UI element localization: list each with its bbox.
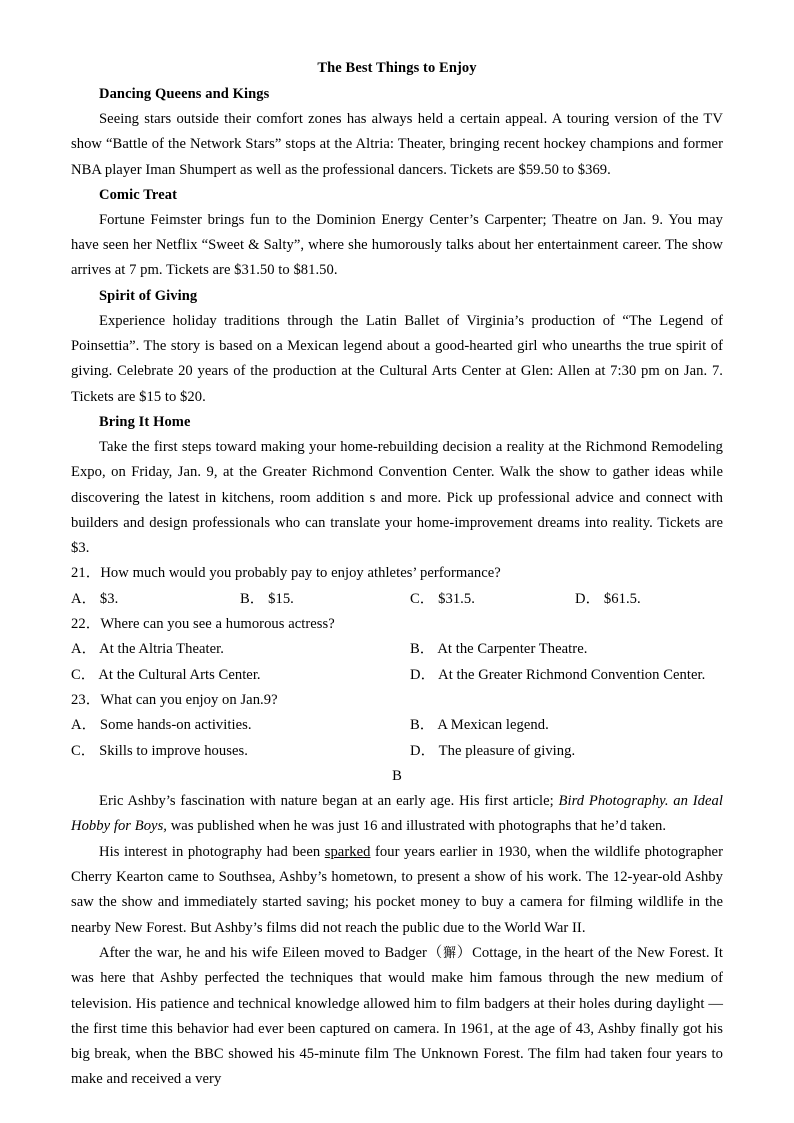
question-22-options-row-2	[71, 663, 723, 688]
page-content	[71, 56, 723, 1093]
passage-b-p3-chinese-gloss: 獬	[443, 945, 457, 961]
question-23-options-row-2	[71, 739, 723, 764]
question-22-option-a[interactable]: A． At the Altria Theater.	[71, 641, 224, 658]
section-paragraph-dancing-queens-and-kings: Seeing stars outside their comfort zones has always held a certain appeal. A touring version of the TV show “Battle of the Network Stars” stops at the Altria: Theater, bringing recent hockey champions and former NBA player Iman Shumpert as well as the professional dancers. Tickets are $59.50 to $369.	[71, 111, 723, 178]
question-22-option-c[interactable]: C． At the Cultural Arts Center.	[71, 666, 261, 683]
question-23-option-a[interactable]: A． Some hands-on activities.	[71, 717, 252, 734]
question-23-option-d[interactable]: D． The pleasure of giving.	[410, 742, 576, 759]
passage-b-paragraph-3	[71, 941, 723, 1093]
page-title: The Best Things to Enjoy	[317, 60, 477, 76]
passage-b-paragraph-2	[71, 840, 723, 941]
question-21-option-c[interactable]: C． $31.5.	[410, 590, 475, 607]
question-21-options-row	[71, 587, 723, 612]
section-heading-comic-treat: Comic Treat	[99, 186, 178, 203]
question-22-option-d[interactable]: D． At the Greater Richmond Convention Center.	[410, 666, 706, 683]
question-23-option-c[interactable]: C． Skills to improve houses.	[71, 742, 248, 759]
passage-b-p2-text-2: four years earlier in 1930, when the wildlife photographer Cherry Kearton came to Southsea, Ashby’s hometown, to present a show of his work. The 12-year-old Ashby saw the show and immediately started saving; his pocket money to buy a camera for filming wildlife in the nearby New Forest. But Ashby’s films did not reach the public due to the World War II.	[71, 843, 723, 936]
section-heading-dancing-queens-and-kings: Dancing Queens and Kings	[99, 86, 270, 102]
question-21-option-a[interactable]: A． $3.	[71, 590, 119, 607]
question-23-options-row-1	[71, 713, 723, 738]
question-22-stem	[71, 612, 723, 637]
question-21-option-d[interactable]: D． $61.5.	[575, 590, 641, 607]
section-paragraph-spirit-of-giving: Experience holiday traditions through the Latin Ballet of Virginia’s production of “The Legend of Poinsettia”. The story is based on a Mexican legend about a good-hearted girl who unearths the true spirit of giving. Celebrate 20 years of the production at the Cultural Arts Center at Glen: Allen at 7:30 pm on Jan. 7. Tickets are $15 to $20.	[71, 312, 723, 405]
passage-b-p2-underlined-word: sparked	[324, 843, 371, 860]
question-23-number: 23．	[71, 691, 101, 708]
passage-b-p1-text-1: Eric Ashby’s fascination with nature began at an early age. His first article;	[99, 793, 559, 810]
passage-b-p1-article-title: Bird Photography. an Ideal Hobby for Boys,	[71, 793, 724, 835]
section-paragraph-bring-it-home: Take the first steps toward making your home-rebuilding decision a reality at the Richmond Remodeling Expo, on Friday, Jan. 9, at the Greater Richmond Convention Center. Walk the show to gather ideas while discovering the latest in kitchens, room addition s and more. Pick up professional advice and connect with builders and design professionals who can translate your home-improvement dreams into reality. Tickets are $3.	[71, 438, 723, 557]
question-21-stem	[71, 561, 723, 586]
passage-b-p1-text-2: was published when he was just 16 and illustrated with photographs that he’d taken.	[167, 818, 667, 835]
question-22-options-row-1	[71, 637, 723, 662]
passage-b-p3-text-1: After the war, he and his wife Eileen moved to Badger（	[99, 944, 443, 961]
question-23-stem	[71, 688, 723, 713]
question-23-option-b[interactable]: B． A Mexican legend.	[410, 717, 549, 734]
question-22-text: Where can you see a humorous actress?	[100, 616, 335, 633]
passage-b-p2-text-1: His interest in photography had been	[99, 843, 325, 860]
section-heading-spirit-of-giving: Spirit of Giving	[99, 287, 198, 304]
question-22-option-b[interactable]: B． At the Carpenter Theatre.	[410, 641, 588, 658]
passage-b-paragraph-1	[71, 789, 723, 840]
question-22-number: 22．	[71, 616, 101, 633]
question-21-number: 21．	[71, 565, 101, 582]
part-label-b: B	[392, 767, 402, 784]
section-paragraph-comic-treat: Fortune Feimster brings fun to the Dominion Energy Center’s Carpenter; Theatre on Jan. 9. You may have seen her Netflix “Sweet & Salty”, where she humorously talks about her entertainment career. The show arrives at 7 pm. Tickets are $31.50 to $81.50.	[71, 211, 723, 279]
question-21-text: How much would you probably pay to enjoy athletes’ performance?	[100, 565, 501, 582]
question-21-option-b[interactable]: B． $15.	[240, 590, 294, 607]
question-23-text: What can you enjoy on Jan.9?	[100, 691, 278, 708]
section-heading-bring-it-home: Bring It Home	[99, 413, 191, 430]
passage-b-p3-text-2: ）Cottage, in the heart of the New Forest. It was here that Ashby perfected the techniques that would make him famous through the new medium of television. His patience and technical knowledge allowed him to film badgers at their holes during daylight —the first time this behavior had ever been captured on camera. In 1961, at the age of 43, Ashby finally got his big break, when the BBC showed his 45-minute film The Unknown Forest. The film had taken four years to make and received a very	[71, 944, 723, 1088]
